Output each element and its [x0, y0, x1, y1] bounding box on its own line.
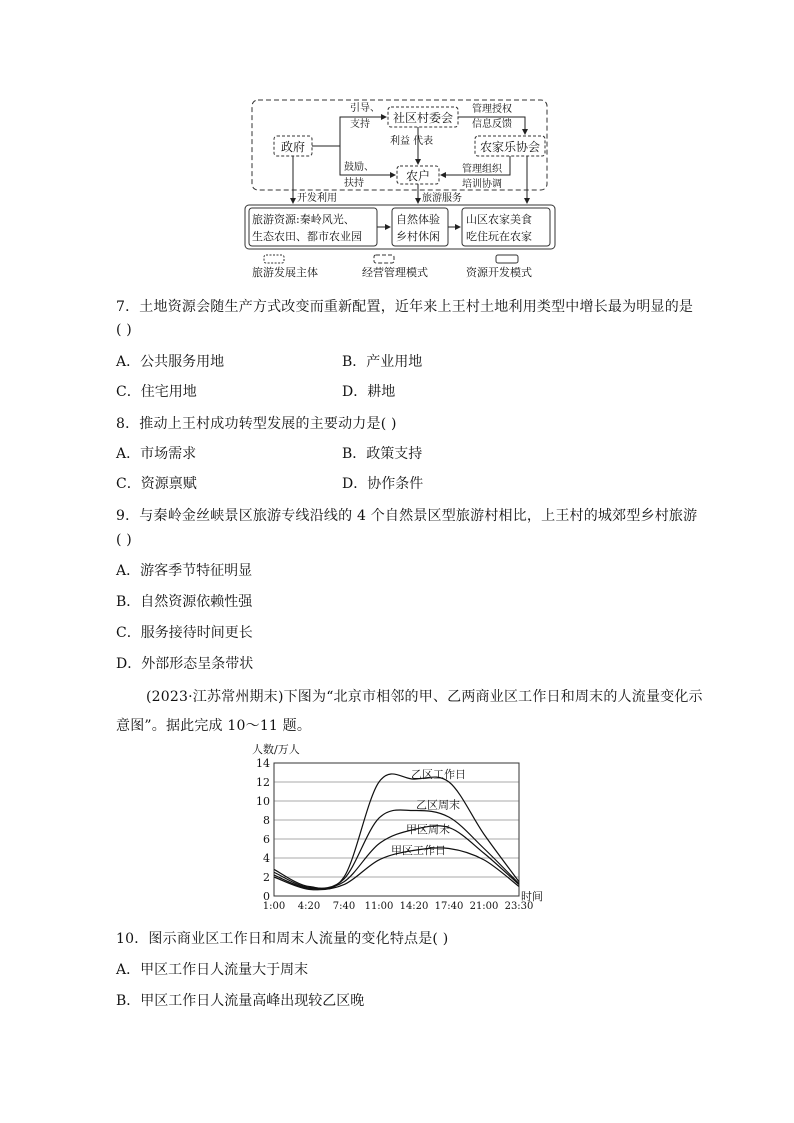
question-8-stem: 8．推动上王村成功转型发展的主要动力是( ) [116, 416, 397, 432]
question-9-option-d[interactable]: D．外部形态呈条带状 [116, 656, 254, 672]
legend-1: 旅游发展主体 [252, 266, 318, 279]
node-resources-1: 旅游资源:秦岭风光、 [252, 213, 355, 226]
x-tick-label: 14:20 [399, 901, 429, 912]
question-9-paren: ( ) [116, 532, 132, 548]
node-farmers: 农户 [405, 169, 431, 183]
label-guide-2: 支持 [350, 119, 370, 130]
label-manage-org: 管理组织 [462, 164, 502, 175]
node-committee: 社区村委会 [392, 111, 454, 125]
question-10-option-a[interactable]: A．甲区工作日人流量大于周末 [116, 962, 309, 978]
question-9-option-c[interactable]: C．服务接待时间更长 [116, 625, 253, 641]
question-7-paren: ( ) [116, 322, 132, 338]
label-develop: 开发利用 [297, 193, 337, 204]
node-resources-2: 生态农田、都市农业园 [252, 230, 362, 243]
y-tick-label: 4 [263, 852, 270, 865]
y-tick-label: 8 [263, 814, 270, 827]
question-9-stem: 9．与秦岭金丝峡景区旅游专线沿线的 4 个自然景区型旅游村相比，上王村的城郊型乡村旅游 [116, 508, 698, 524]
question-7-option-b[interactable]: B．产业用地 [342, 354, 423, 370]
legend-solid-swatch [496, 255, 518, 263]
question-7-option-d[interactable]: D．耕地 [342, 384, 396, 400]
x-axis-label: 时间 [521, 890, 543, 903]
label-mgmt-auth: 管理授权 [472, 104, 512, 115]
legend-3: 资源开发模式 [466, 266, 532, 279]
question-7-option-c[interactable]: C．住宅用地 [116, 384, 197, 400]
question-9-option-a[interactable]: A．游客季节特征明显 [116, 563, 253, 579]
legend-2: 经营管理模式 [362, 266, 428, 279]
label-info-feedback: 信息反馈 [472, 119, 512, 130]
question-7-stem: 7．土地资源会随生产方式改变而重新配置，近年来上王村土地利用类型中增长最为明显的是 [116, 299, 694, 315]
label-encourage-1: 鼓励、 [344, 162, 374, 173]
question-8-option-c[interactable]: C．资源禀赋 [116, 476, 197, 492]
y-tick-label: 0 [263, 890, 270, 903]
legend-dashed-swatch [374, 255, 394, 263]
label-interest-rep: 利益 代表 [390, 136, 434, 147]
y-tick-label: 6 [263, 833, 270, 846]
node-government: 政府 [280, 140, 306, 154]
tourism-development-diagram [240, 95, 560, 285]
x-tick-label: 23:30 [504, 901, 534, 912]
series-label-0: 乙区工作日 [411, 768, 466, 781]
pedestrian-flow-chart [236, 738, 556, 918]
y-tick-label: 12 [256, 776, 270, 789]
node-experience-1: 自然体验 [396, 213, 440, 226]
x-tick-label: 4:20 [297, 901, 321, 912]
y-axis-label: 人数/万人 [252, 743, 300, 756]
question-8-option-d[interactable]: D．协作条件 [342, 476, 424, 492]
label-train: 培训协调 [462, 179, 502, 190]
label-guide-1: 引导、 [350, 103, 380, 114]
question-10-option-b[interactable]: B．甲区工作日人流量高峰出现较乙区晚 [116, 993, 365, 1009]
node-association: 农家乐协会 [479, 140, 541, 154]
label-tour-service: 旅游服务 [422, 193, 462, 204]
series-label-2: 甲区周末 [406, 823, 450, 837]
x-tick-label: 1:00 [262, 901, 286, 912]
legend-dotted-swatch [264, 255, 284, 263]
x-tick-label: 21:00 [469, 901, 499, 912]
question-8-option-b[interactable]: B．政策支持 [342, 446, 423, 462]
x-tick-label: 7:40 [332, 901, 356, 912]
node-food-2: 吃住玩在农家 [466, 230, 532, 243]
series-line-2 [274, 826, 519, 889]
plot-frame [274, 763, 519, 896]
y-tick-label: 10 [256, 795, 270, 808]
question-9-option-b[interactable]: B．自然资源依赖性强 [116, 594, 253, 610]
node-experience-2: 乡村休闲 [396, 230, 440, 243]
y-tick-label: 2 [263, 871, 270, 884]
x-tick-label: 17:40 [434, 901, 464, 912]
series-label-1: 乙区周末 [416, 798, 460, 812]
x-tick-label: 11:00 [364, 901, 394, 912]
question-8-option-a[interactable]: A．市场需求 [116, 446, 197, 462]
label-encourage-2: 扶持 [344, 178, 364, 189]
series-label-3: 甲区工作日 [391, 843, 446, 857]
intro-line-2: 意图”。据此完成 10～11 题。 [116, 718, 312, 734]
node-food-1: 山区农家美食 [466, 213, 532, 226]
y-tick-label: 14 [256, 757, 270, 770]
question-10-stem: 10．图示商业区工作日和周末人流量的变化特点是( ) [116, 931, 449, 947]
question-7-option-a[interactable]: A．公共服务用地 [116, 354, 225, 370]
intro-line-1: (2023·江苏常州期末)下图为“北京市相邻的甲、乙两商业区工作日和周末的人流量变化示 [146, 689, 703, 705]
series-line-0 [274, 774, 519, 889]
